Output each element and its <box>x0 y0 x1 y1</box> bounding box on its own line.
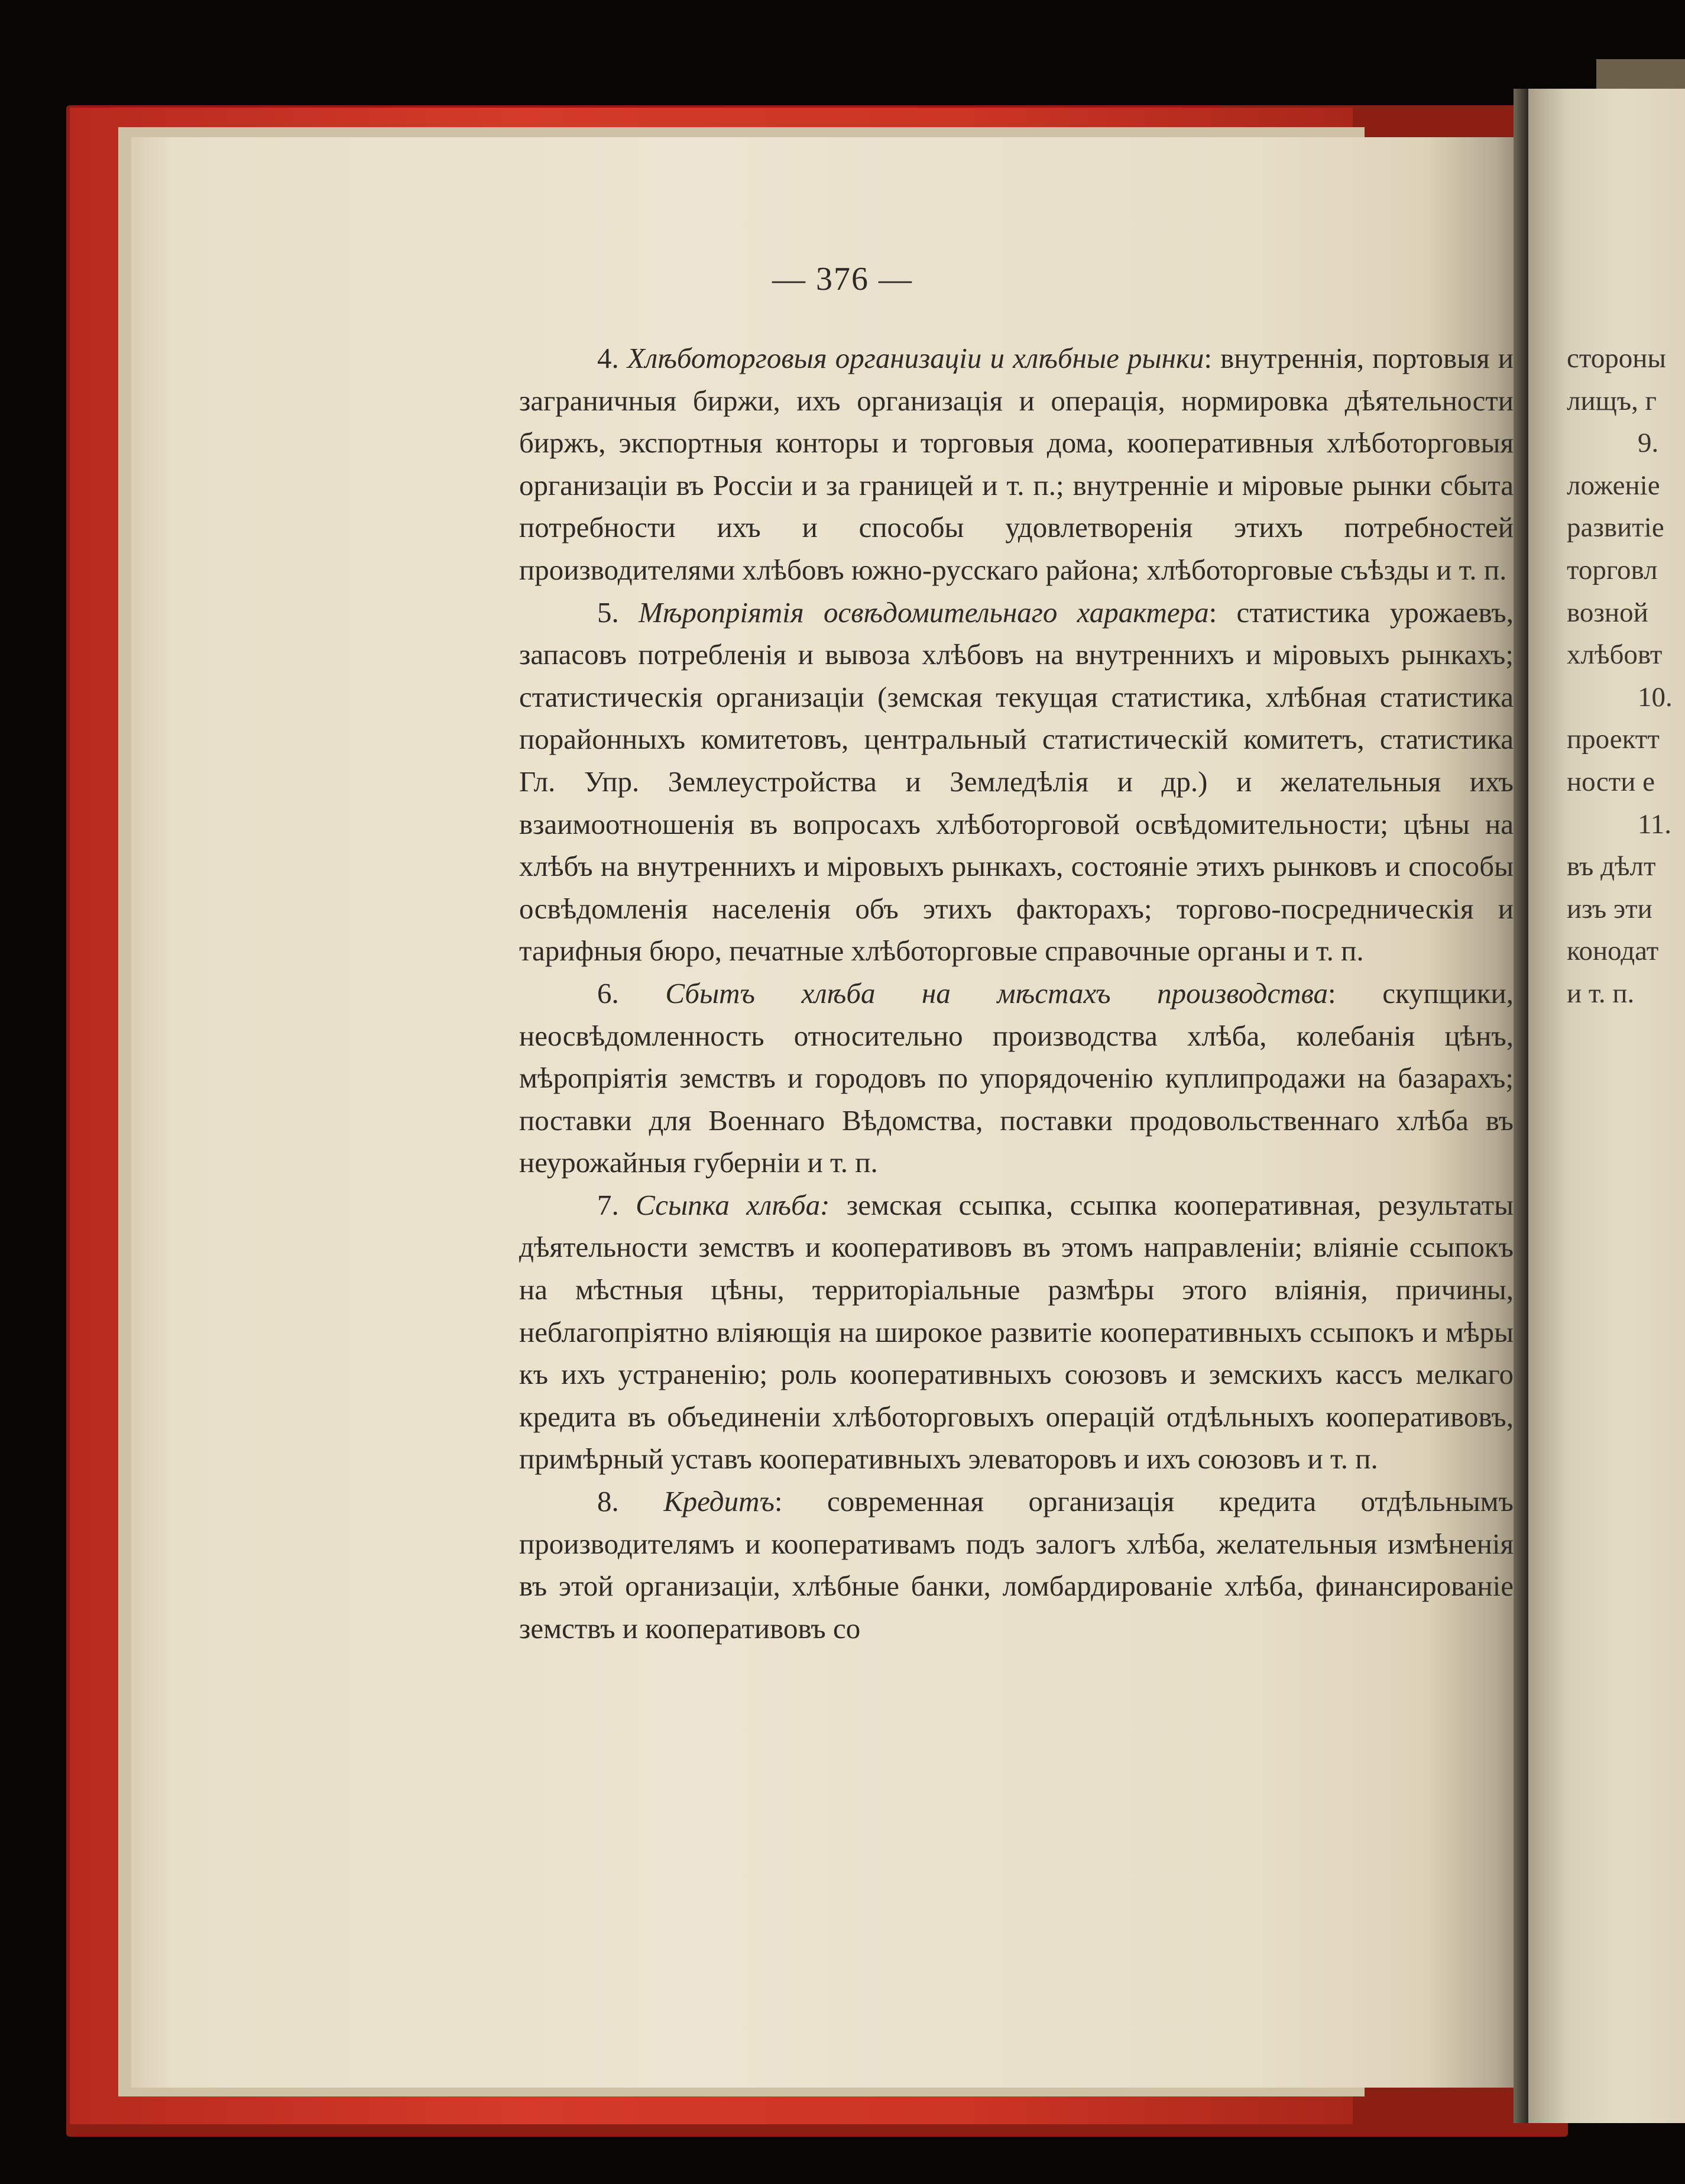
item-number: 6. <box>597 976 619 1010</box>
item-number: 8. <box>597 1485 619 1518</box>
facing-line: и т. п. <box>1567 978 1635 1009</box>
facing-line: въ дѣлт <box>1567 851 1656 882</box>
facing-line: лищъ, г <box>1567 385 1657 416</box>
facing-line: возной <box>1567 597 1648 628</box>
item-text: : внутреннія, портовыя и заграничныя биржи, ихъ организація и операція, нормировка дѣятельности биржъ, экспортныя конторы и торговыя дома, кооперативныя хлѣботорговыя организаціи въ Россіи и за границей и т. п.; внутренніе и міровые рынки сбыта потребности ихъ и способы удовлетворенія этихъ потребностей производителями хлѣбовъ южно-русскаго района; хлѣботорговые съѣзды и т. п. <box>519 342 1514 586</box>
facing-line: конодат <box>1567 936 1659 967</box>
body-text <box>519 337 1514 1649</box>
facing-line: 11. <box>1638 808 1672 840</box>
facing-page <box>1528 89 1685 2123</box>
item-number: 7. <box>597 1188 619 1221</box>
item-number: 5. <box>597 596 619 629</box>
item-heading: Кредитъ <box>663 1485 775 1518</box>
item-text: : статистика урожаевъ, запасовъ потребленія и вывоза хлѣбовъ на внутреннихъ и міровыхъ рынкахъ; статистическія организаціи (земская текущая статистика, хлѣбная статистика порайонныхъ комитетовъ, центральный статистическій комитетъ, статистика Гл. Упр. Землеустройства и Земледѣлія и др.) и желательныя ихъ взаимоотношенія въ вопросахъ хлѣботорговой освѣдомительности; цѣны на хлѣбъ на внутреннихъ и міровыхъ рынкахъ, состояніе этихъ рынковъ и способы освѣдомленія населенія объ этихъ факторахъ; торгово-посредническія и тарифныя бюро, печатные хлѣботорговые справочные органы и т. п. <box>519 596 1514 968</box>
facing-page-text <box>1567 338 1685 1015</box>
facing-line: торговл <box>1567 554 1658 585</box>
paragraph-4 <box>519 337 1514 591</box>
item-text: : скупщики, неосвѣдомленность относительно производства хлѣба, колебанія цѣнъ, мѣропріятія земствъ и городовъ по упорядоченію куплипродажи на базарахъ; поставки для Военнаго Вѣдомства, поставки продовольственнаго хлѣба въ неурожайныя губерніи и т. п. <box>519 976 1514 1179</box>
facing-line: развитіе <box>1567 512 1664 543</box>
item-heading: Мѣропріятія освѣдомительнаго характера <box>639 596 1209 629</box>
facing-line: изъ эти <box>1567 893 1652 924</box>
facing-line: 10. <box>1638 681 1673 713</box>
item-number: 4. <box>597 342 619 374</box>
item-heading: Ссыпка хлѣба: <box>636 1188 830 1221</box>
facing-line: проектт <box>1567 724 1660 755</box>
paragraph-5 <box>519 591 1514 972</box>
paragraph-8 <box>519 1480 1514 1649</box>
item-text: земская ссыпка, ссыпка кооперативная, результаты дѣятельности земствъ и кооперативовъ въ этомъ направленіи; вліяніе ссыпокъ на мѣстныя цѣны, территоріальные размѣры этого вліянія, причины, неблагопріятно вліяющія на широкое развитіе кооперативныхъ ссыпокъ и мѣры къ ихъ устраненію; роль кооперативныхъ союзовъ и земскихъ кассъ мелкаго кредита въ объединеніи хлѣботорговыхъ операцій отдѣльныхъ кооперативовъ, примѣрный уставъ кооперативныхъ элеваторовъ и ихъ союзовъ и т. п. <box>519 1188 1514 1476</box>
facing-line: ности е <box>1567 766 1655 797</box>
facing-line: стороны <box>1567 343 1667 374</box>
page-number: — 376 — <box>772 261 913 297</box>
item-heading: Хлѣботорговыя организацiи и хлѣбные рынки <box>627 342 1204 374</box>
facing-line: хлѣбовт <box>1567 639 1663 671</box>
facing-line: ложеніе <box>1567 470 1660 501</box>
item-heading: Сбытъ хлѣба на мѣстахъ производства <box>665 976 1328 1010</box>
paragraph-7 <box>519 1184 1514 1480</box>
facing-line: 9. <box>1638 428 1659 459</box>
item-text: : современная организація кредита отдѣльнымъ производителямъ и кооперативамъ подъ залогъ хлѣба, желательныя измѣненія въ этой организаціи, хлѣбные банки, ломбардированіе хлѣба, финансированіе земствъ и кооперативовъ со <box>519 1485 1514 1645</box>
paragraph-6 <box>519 972 1514 1184</box>
